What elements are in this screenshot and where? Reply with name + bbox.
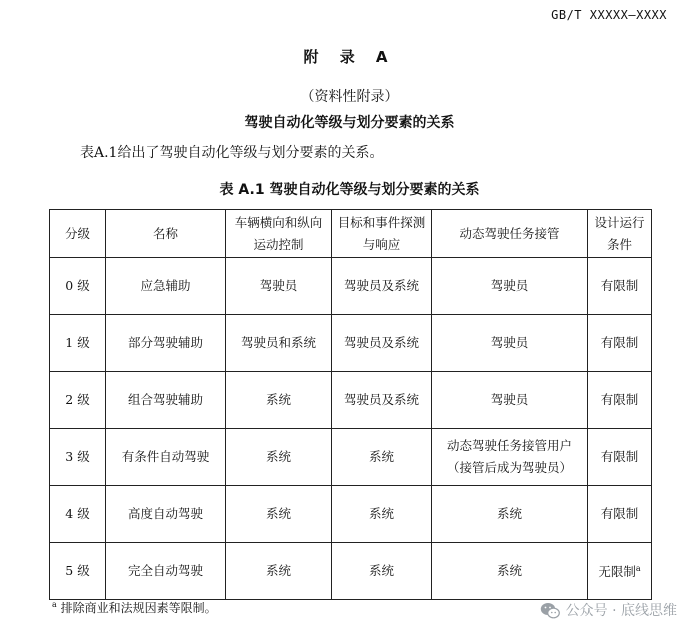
table-cell: 驾驶员和系统: [226, 315, 332, 372]
table-cell: 有限制: [588, 429, 652, 486]
watermark-text: 公众号 · 底线思维: [565, 603, 677, 619]
watermark: [540, 600, 677, 620]
table-cell: 有条件自动驾驶: [106, 429, 226, 486]
footnote-text: 排除商业和法规因素等限制。: [60, 601, 217, 615]
table-cell: 3 级: [50, 429, 106, 486]
table-cell: 4 级: [50, 486, 106, 543]
table-row: [50, 315, 652, 372]
table-cell: 1 级: [50, 315, 106, 372]
table-cell: 驾驶员: [432, 372, 588, 429]
table-cell: 系统: [432, 486, 588, 543]
table-row: [50, 486, 652, 543]
table-cell: 驾驶员: [226, 258, 332, 315]
table-cell: 驾驶员: [432, 258, 588, 315]
header-cell: 设计运行条件: [588, 210, 652, 258]
table-cell: 有限制: [588, 258, 652, 315]
table-cell: 高度自动驾驶: [106, 486, 226, 543]
wechat-icon: [540, 602, 560, 619]
table-cell: 2 级: [50, 372, 106, 429]
table-row: [50, 258, 652, 315]
table-cell: 系统: [432, 543, 588, 600]
table-cell: 有限制: [588, 315, 652, 372]
appendix-title: 附 录 A: [303, 48, 396, 66]
table-cell: 系统: [332, 486, 432, 543]
table-footnote: [52, 599, 217, 616]
table-row: [50, 429, 652, 486]
table-cell: 驾驶员: [432, 315, 588, 372]
table-cell: 部分驾驶辅助: [106, 315, 226, 372]
table-cell: 系统: [332, 429, 432, 486]
table-cell: 0 级: [50, 258, 106, 315]
table-cell: [588, 543, 652, 600]
table-cell: 有限制: [588, 486, 652, 543]
table-cell: 5 级: [50, 543, 106, 600]
levels-table: [49, 209, 652, 600]
table-caption: 表 A.1 驾驶自动化等级与划分要素的关系: [219, 182, 480, 198]
header-cell: 车辆横向和纵向运动控制: [226, 210, 332, 258]
header-cell: 动态驾驶任务接管: [432, 210, 588, 258]
table-cell: 应急辅助: [106, 258, 226, 315]
table-cell: 系统: [332, 543, 432, 600]
table-cell: 驾驶员及系统: [332, 315, 432, 372]
table-row: [50, 372, 652, 429]
appendix-subtitle: （资料性附录）: [300, 89, 399, 105]
table-cell: 动态驾驶任务接管用户（接管后成为驾驶员）: [432, 429, 588, 486]
table-cell-text: 无限制: [598, 564, 636, 580]
header-cell: 名称: [106, 210, 226, 258]
table-cell: 系统: [226, 543, 332, 600]
standard-code: GB/T XXXXX—XXXX: [551, 8, 667, 22]
table-cell: 完全自动驾驶: [106, 543, 226, 600]
table-header-row: [50, 210, 652, 258]
table-cell: 系统: [226, 429, 332, 486]
footnote-mark: a: [52, 600, 57, 609]
table-cell: 驾驶员及系统: [332, 258, 432, 315]
header-cell: 分级: [50, 210, 106, 258]
header-cell: 目标和事件探测与响应: [332, 210, 432, 258]
table-cell: 组合驾驶辅助: [106, 372, 226, 429]
appendix-name: 驾驶自动化等级与划分要素的关系: [244, 115, 455, 131]
footnote-marker: a: [635, 564, 641, 574]
table-row: [50, 543, 652, 600]
table-cell: 系统: [226, 372, 332, 429]
table-cell: 系统: [226, 486, 332, 543]
intro-paragraph: 表A.1给出了驾驶自动化等级与划分要素的关系。: [80, 145, 384, 161]
table-cell: 有限制: [588, 372, 652, 429]
table-cell: 驾驶员及系统: [332, 372, 432, 429]
